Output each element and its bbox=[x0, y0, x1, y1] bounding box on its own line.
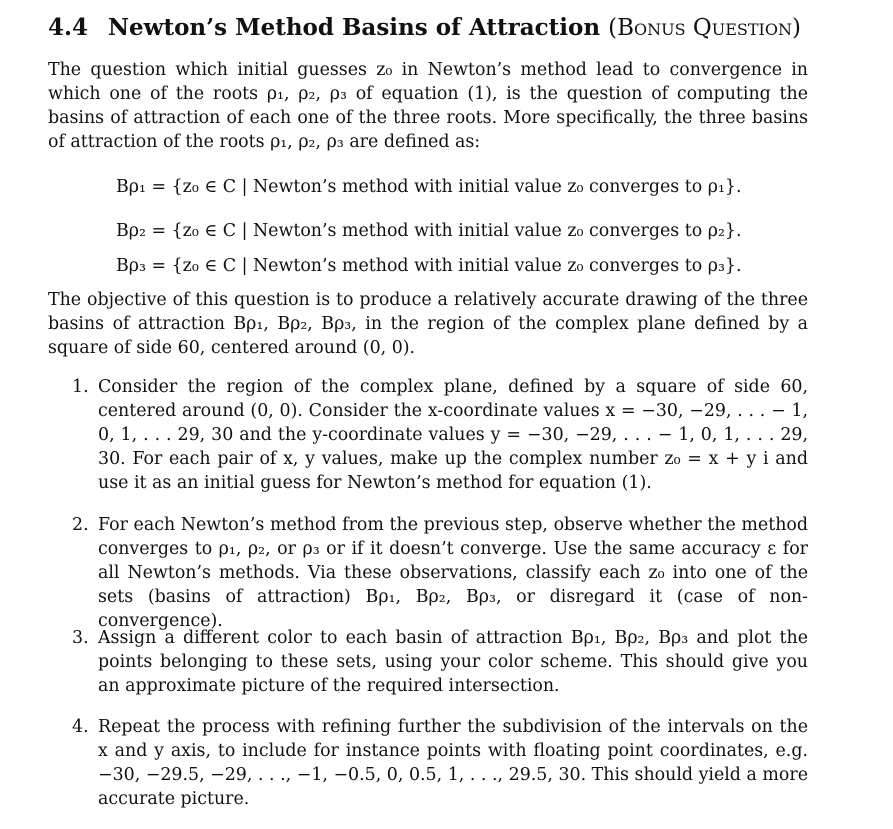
objective-paragraph: The objective of this question is to produce a relatively accurate drawing of the three basins of attraction Bρ₁, Bρ₂, Bρ₃, in the region of the complex plane defined by a square of side 60, centered around (0, 0). bbox=[48, 290, 808, 358]
step-text: Repeat the process with refining further the subdivision of the intervals on the x and y axis, to include for instance points with floating point coordinates, e.g. −30, −29.5, −29, . . ., −1, −0.5, 0, 0.5, 1, . . ., 29.5, 30. This should yield a more accurate picture. bbox=[98, 717, 808, 809]
intro-paragraph: The question which initial guesses z₀ in Newton’s method lead to convergence in which one of the roots ρ₁, ρ₂, ρ₃ of equation (1), is the question of computing the basins of attraction of each one of the three roots. More specifically, the three basins of attraction of the roots ρ₁, ρ₂, ρ₃ are defined as: bbox=[48, 60, 808, 152]
step-text: Assign a different color to each basin of attraction Bρ₁, Bρ₂, Bρ₃ and plot the points belonging to these sets, using your color scheme. This should give you an approximate picture of the required intersection. bbox=[98, 628, 808, 696]
equation-basin-3: Bρ₃ = {z₀ ∈ C | Newton’s method with initial value z₀ converges to ρ₃}. bbox=[116, 256, 742, 276]
section-title: Newton’s Method Basins of Attraction bbox=[108, 14, 601, 41]
section-number: 4.4 bbox=[48, 14, 89, 41]
step-marker: 1. bbox=[72, 377, 89, 397]
section-heading bbox=[48, 14, 801, 41]
step-marker: 2. bbox=[72, 515, 89, 535]
bonus-label: (Bonus Question) bbox=[608, 15, 801, 41]
equation-basin-1: Bρ₁ = {z₀ ∈ C | Newton’s method with initial value z₀ converges to ρ₁}. bbox=[116, 177, 742, 197]
step-text: Consider the region of the complex plane, defined by a square of side 60, centered around (0, 0). Consider the x-coordinate values x = −30, −29, . . . − 1, 0, 1, . . . 29, 30 and the y-coordinate values y = −30, −29, . . . − 1, 0, 1, . . . 29, 30. For each pair of x, y values, make up the complex number z₀ = x + y i and use it as an initial guess for Newton’s method for equation (1). bbox=[98, 377, 808, 493]
step-marker: 4. bbox=[72, 717, 89, 737]
step-marker: 3. bbox=[72, 628, 89, 648]
equation-basin-2: Bρ₂ = {z₀ ∈ C | Newton’s method with initial value z₀ converges to ρ₂}. bbox=[116, 221, 742, 241]
step-text: For each Newton’s method from the previous step, observe whether the method converges to ρ₁, ρ₂, or ρ₃ or if it doesn’t converge. Use the same accuracy ε for all Newton’s methods. Via these observations, classify each z₀ into one of the sets (basins of attraction) Bρ₁, Bρ₂, Bρ₃, or disregard it (case of non-convergence). bbox=[98, 515, 808, 631]
